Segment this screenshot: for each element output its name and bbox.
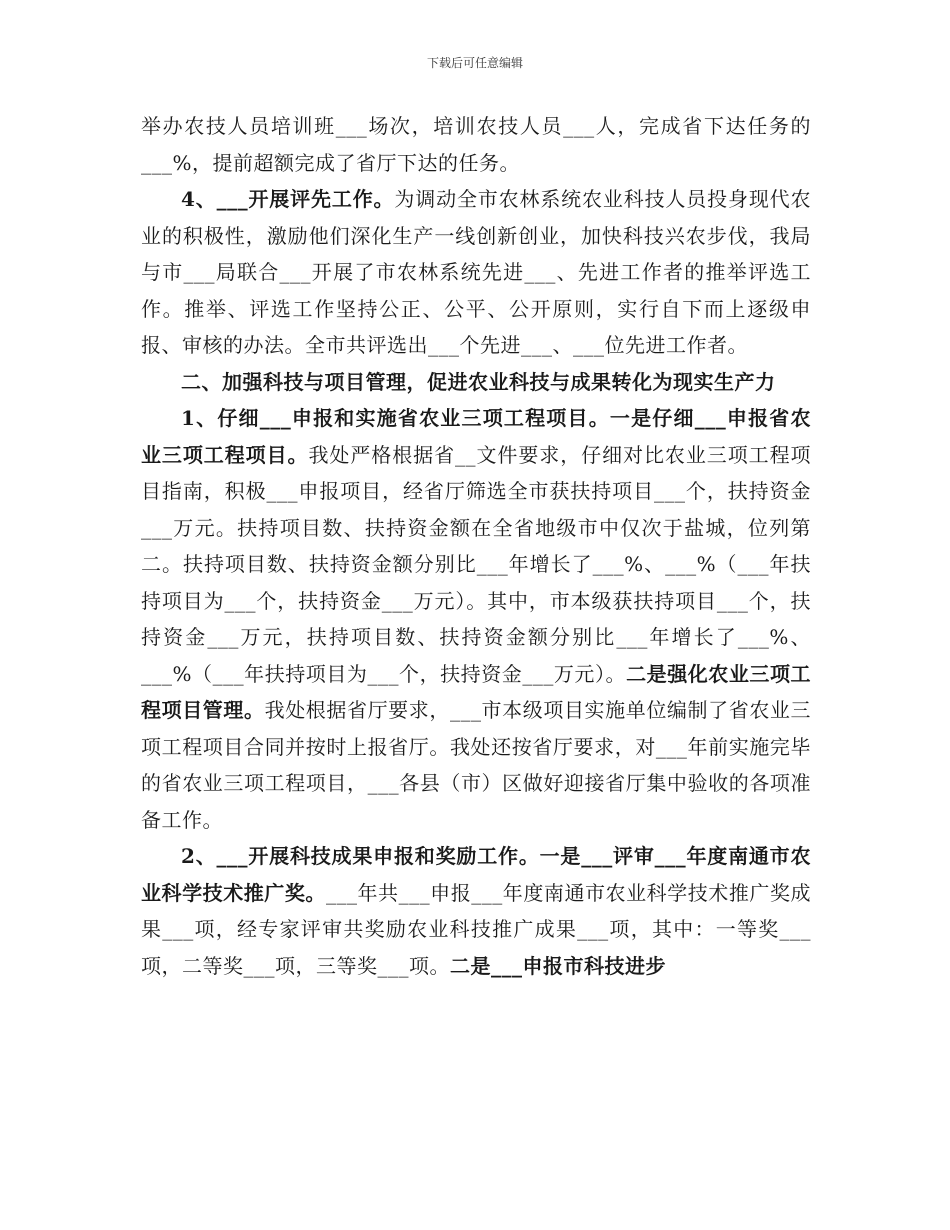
section-heading: 4、___开展评先工作。 [181,187,395,211]
section-title-two [141,364,811,401]
paragraph-text: 为调动全市农林系统农业科技人员投身现代农业的积极性，激励他们深化生产一线创新创业，加快科技兴农步伐，我局与市___局联合___开展了市农林系统先进___、先进工作者的推举评选工作。推举、评选工作坚持公正、公平、公开原则，实行自下而上逐级申报、审核的办法。全市共评选出___个先进___、___位先进工作者。 [141,187,812,357]
paragraph-text: 举办农技人员培训班___场次，培训农技人员___人，完成省下达任务的___%，提前超额完成了省厅下达的任务。 [141,114,811,175]
sub-heading: 二是___申报市科技进步 [450,953,666,978]
paragraph-training-summary [141,108,811,181]
paragraph-text: 我处根据省厅要求，___市本级项目实施单位编制了省农业三项工程项目合同并按时上报省厅。我处还按省厅要求，对___年前实施完毕的省农业三项工程项目，___各县（市）区做好迎接省厅集中验收的各项准备工作。 [141,698,812,832]
paragraph-text: ___年共___申报___年度南通市农业科学技术推广奖成果___项，经专家评审共奖励农业科技推广成果___项，其中：一等奖___项，二等奖___项，三等奖___项。 [141,880,812,978]
document-body [141,108,811,984]
paragraph-text: 我处严格根据省__文件要求，仔细对比农业三项工程项目指南，积极___申报项目，经省厅筛选全市获扶持项目___个，扶持资金___万元。扶持项目数、扶持资金额在全省地级市中仅次于盐城，位列第二。扶持项目数、扶持资金额分别比___年增长了___%、___%（___年扶持项目为___个，扶持资金___万元）。其中，市本级获扶持项目___个，扶持资金___万元，扶持项目数、扶持资金额分别比___年增长了___%、___%（___年扶持项目为___个，扶持资金___万元）。 [141,442,812,686]
paragraph-award-selection [141,181,811,364]
section-heading: 1、仔细___申报和实施省农业三项工程项目。一是仔细___申报省农业三项工程项目。 [141,406,811,467]
sub-heading: 二是强化农业三项工程项目管理。 [141,661,812,722]
page-header: 下载后可任意编辑 [426,56,523,70]
paragraph-project-management [141,400,811,838]
section-heading: 2、___开展科技成果申报和奖励工作。一是___评审___年度南通市农业科学技术推广奖。 [141,844,811,905]
section-heading: 二、加强科技与项目管理，促进农业科技与成果转化为现实生产力 [181,369,776,394]
paragraph-achievement-awards [141,838,811,984]
